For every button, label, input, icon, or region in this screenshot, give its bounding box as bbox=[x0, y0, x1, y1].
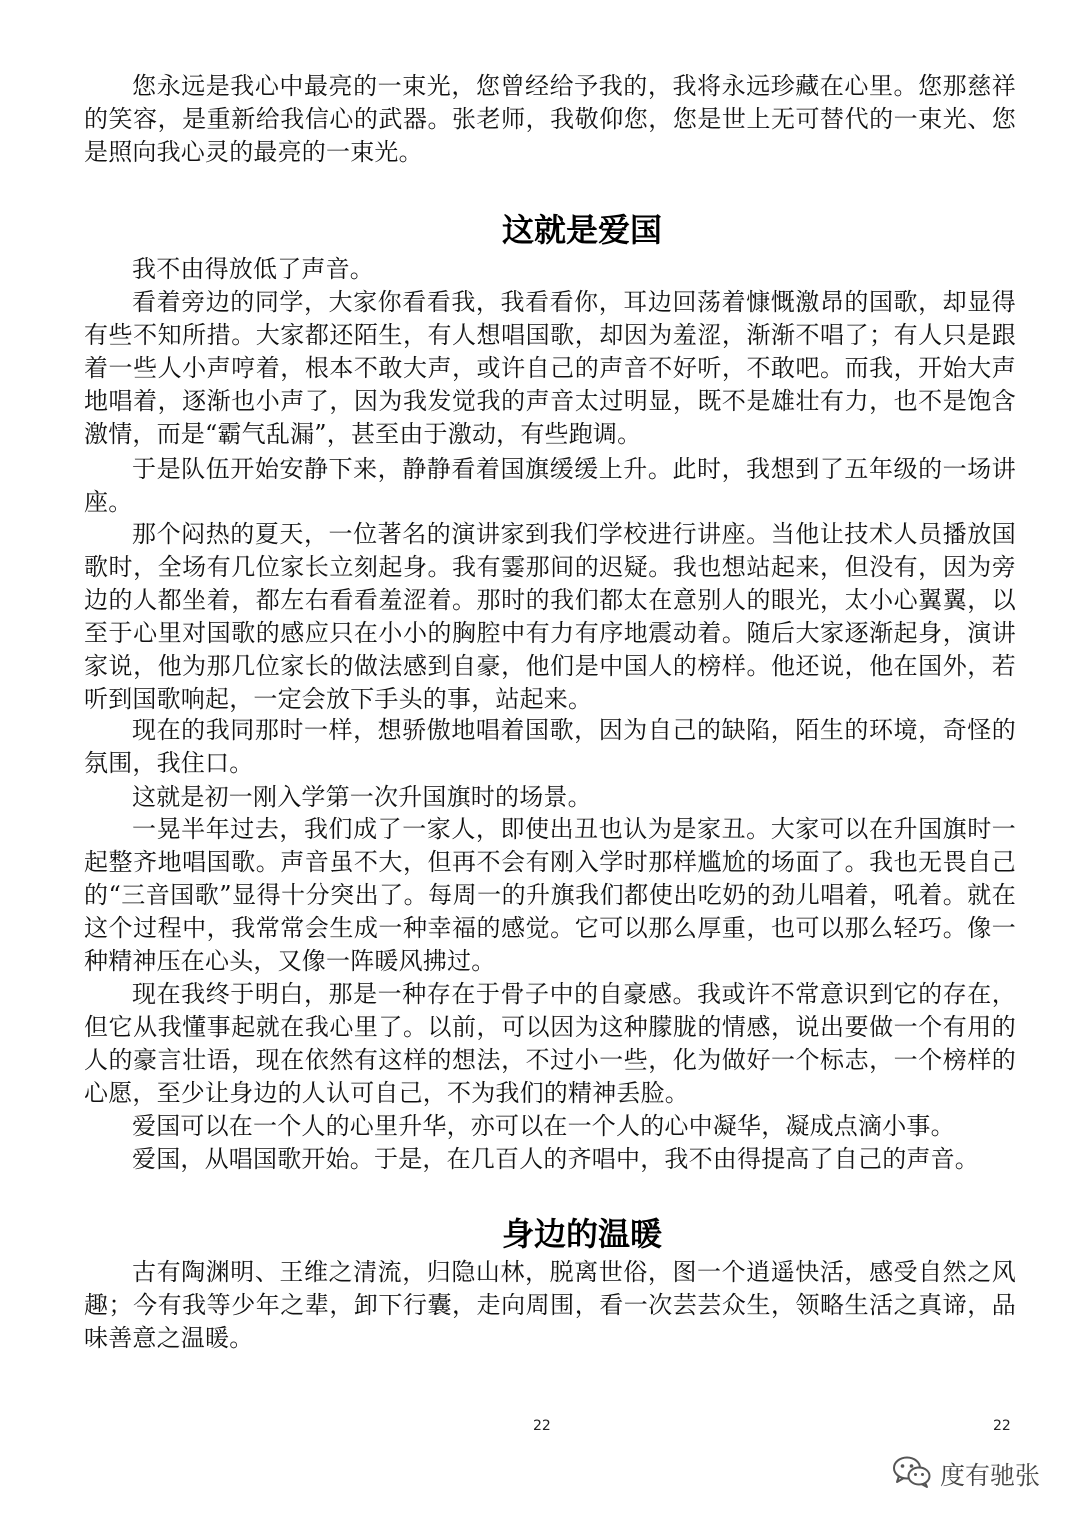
paragraph: 于是队伍开始安静下来，静静看着国旗缓缓上升。此时，我想到了五年级的一场讲座。 bbox=[84, 455, 1016, 516]
paragraph: 这就是初一刚入学第一次升国旗时的场景。 bbox=[132, 783, 592, 811]
paragraph: 我不由得放低了声音。 bbox=[132, 255, 374, 283]
paragraph: 您永远是我心中最亮的一束光，您曾经给予我的，我将永远珍藏在心里。您那慈祥的笑容，是重新给我信心的武器。张老师，我敬仰您，您是世上无可替代的一束光、您是照向我心灵的最亮的一束光。 bbox=[84, 72, 1016, 166]
paragraph: 现在的我同那时一样，想骄傲地唱着国歌，因为自己的缺陷，陌生的环境，奇怪的氛围，我住口。 bbox=[84, 716, 1016, 777]
paragraph: 古有陶渊明、王维之清流，归隐山林，脱离世俗，图一个逍遥快活，感受自然之风趣；今有我等少年之辈，卸下行囊，走向周围，看一次芸芸众生，领略生活之真谛，品味善意之温暖。 bbox=[84, 1258, 1016, 1352]
page-number: 22 bbox=[993, 1418, 1011, 1434]
paragraph: 爱国可以在一个人的心里升华，亦可以在一个人的心中凝华，凝成点滴小事。 bbox=[132, 1112, 955, 1140]
paragraph: 那个闷热的夏天，一位著名的演讲家到我们学校进行讲座。当他让技术人员播放国歌时，全场有几位家长立刻起身。我有霎那间的迟疑。我也想站起来，但没有，因为旁边的人都坐着，都左右看看羞涩着。那时的我们都太在意别人的眼光，太小心翼翼，以至于心里对国歌的感应只在小小的胸腔中有力有序地震动着。随后大家逐渐起身，演讲家说，他为那几位家长的做法感到自豪，他们是中国人的榜样。他还说，他在国外，若听到国歌响起，一定会放下手头的事，站起来。 bbox=[84, 520, 1016, 713]
watermark-text: 度有驰张 bbox=[940, 1461, 1041, 1490]
page-number: 22 bbox=[533, 1418, 551, 1434]
account-watermark bbox=[892, 1454, 1040, 1494]
paragraph: 现在我终于明白，那是一种存在于骨子中的自豪感。我或许不常意识到它的存在，但它从我懂事起就在我心里了。以前，可以因为这种朦胧的情感，说出要做一个有用的人的豪言壮语，现在依然有这样的想法，不过小一些，化为做好一个标志，一个榜样的心愿，至少让身边的人认可自己，不为我们的精神丢脸。 bbox=[84, 980, 1016, 1107]
section-title: 身边的温暖 bbox=[501, 1215, 662, 1253]
wechat-icon bbox=[892, 1455, 932, 1493]
paragraph: 爱国，从唱国歌开始。于是，在几百人的齐唱中，我不由得提高了自己的声音。 bbox=[132, 1145, 979, 1173]
paragraph: 一晃半年过去，我们成了一家人，即使出丑也认为是家丑。大家可以在升国旗时一起整齐地唱国歌。声音虽不大，但再不会有刚入学时那样尴尬的场面了。我也无畏自己的“三音国歌”显得十分突出了。每周一的升旗我们都使出吃奶的劲儿唱着，吼着。就在这个过程中，我常常会生成一种幸福的感觉。它可以那么厚重，也可以那么轻巧。像一种精神压在心头，又像一阵暖风拂过。 bbox=[84, 815, 1016, 975]
section-title: 这就是爱国 bbox=[501, 211, 662, 249]
paragraph: 看着旁边的同学，大家你看看我，我看看你，耳边回荡着慷慨激昂的国歌，却显得有些不知所措。大家都还陌生，有人想唱国歌，却因为羞涩，渐渐不唱了；有人只是跟着一些人小声哼着，根本不敢大声，或许自己的声音不好听，不敢吧。而我，开始大声地唱着，逐渐也小声了，因为我发觉我的声音太过明显，既不是雄壮有力，也不是饱含激情，而是“霸气乱漏”，甚至由于激动，有些跑调。 bbox=[84, 288, 1016, 448]
